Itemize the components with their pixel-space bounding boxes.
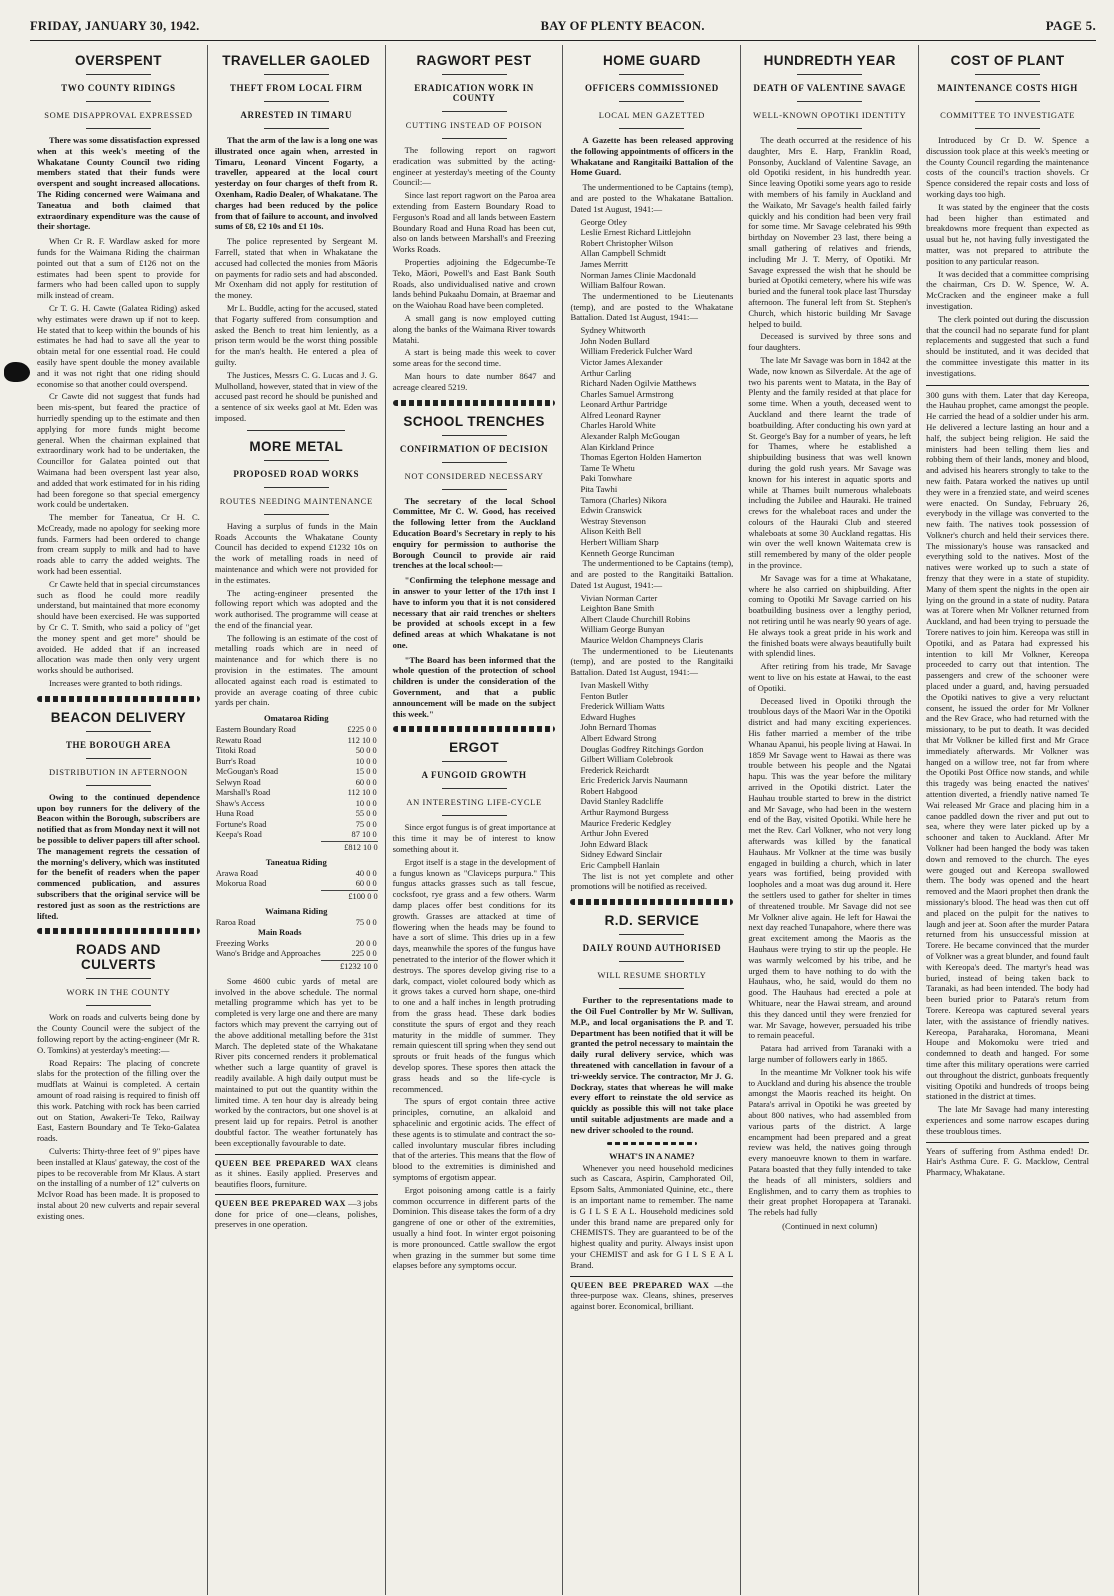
table-row bbox=[215, 949, 378, 960]
subhead: TWO COUNTY RIDINGS bbox=[61, 83, 176, 93]
table-row bbox=[215, 830, 378, 841]
officer-name: Edward Hughes bbox=[580, 711, 636, 722]
officer-name: Herbert William Sharp bbox=[580, 537, 659, 547]
officer-name: Eric Frederick Jarvis Naumann bbox=[580, 775, 688, 786]
paragraph: The late Mr Savage had many interesting experiences and some narrow escapes during these troublous times. bbox=[926, 1104, 1089, 1136]
headline: MORE METAL bbox=[249, 438, 344, 454]
ornamental-rule bbox=[393, 726, 556, 732]
officer-name: Arthur John Evered bbox=[580, 828, 649, 839]
lead-paragraph: Owing to the continued dependence upon boy runners for the delivery of the Beacon within the Borough, subscribers are notified that as from Monday next it will not be possible to deliver papers till after school. The management regrets the cessation of the morning's delivery, which was instituted for the benefit of readers when the paper commenced publication, and assures subscribers that the original service will be restored just as soon as the restrictions are lifted. bbox=[37, 791, 200, 921]
table-row bbox=[215, 869, 378, 880]
officer-name: Edwin Cranswick bbox=[580, 505, 642, 516]
paragraph: When Cr R. F. Wardlaw asked for more funds for the Waimana Riding the chairman pointed out that a sum of £126 not on the estimates had been spent to provide for farmers who had been called upon to supply milk instead of cream. bbox=[37, 236, 200, 301]
headline: HUNDREDTH YEAR bbox=[763, 53, 896, 68]
subhead: DISTRIBUTION IN AFTERNOON bbox=[49, 766, 188, 777]
divider bbox=[975, 128, 1040, 129]
road-cost: 55 0 0 bbox=[355, 809, 377, 819]
officer-name: Thomas Egerton Holden Hamerton bbox=[580, 452, 702, 463]
divider bbox=[264, 101, 329, 102]
subhead: ERADICATION WORK IN COUNTY bbox=[414, 83, 534, 103]
paragraph: Since ergot fungus is of great importance at this time it may be of interest to know something about it. bbox=[392, 822, 556, 855]
road-cost: 20 0 0 bbox=[355, 938, 377, 948]
road-cost: 87 10 0 bbox=[351, 830, 377, 840]
subhead: LOCAL MEN GAZETTED bbox=[598, 110, 706, 120]
paragraph: In the meantime Mr Volkner took his wife to Auckland and during his absence the trouble amongst the Maoris reached its height. On Patara's arrival in Opotiki he was greeted by about 800 natives, who had assembled from various parts of the district. A large encampment had been prepared and a great review was held, the natives going through every manoeuvre known to them in warfare. Patara boasted that they fully intended to take the heads of all ministers, soldiers and Englishmen, and to carry them as trophies to their great prophet Horopapera at Taranaki. The rebels had fully bbox=[748, 1066, 912, 1218]
article-home-guard bbox=[570, 53, 733, 892]
divider bbox=[86, 1005, 151, 1006]
road-name: Eastern Boundary Road bbox=[215, 725, 296, 735]
road-name: McGougan's Road bbox=[215, 767, 279, 777]
paragraph: Patara had arrived from Taranaki with a large number of followers early in 1865. bbox=[748, 1043, 912, 1064]
divider bbox=[442, 788, 507, 789]
paragraph: Mr Savage was for a time at Whakatane, where he also carried on shipbuilding. After coming to Opotiki Mr Savage carried on his boatbuilding business over a lengthy period, not retiring until he was nearly 90 years of age. He always took a great pride in his work and the finished boats were always beautifully built with splendid lines. bbox=[748, 572, 912, 659]
road-cost: 75 0 0 bbox=[355, 819, 377, 829]
officer-name: Charles Harold White bbox=[580, 420, 656, 431]
paragraph: A start is being made this week to cover some areas for the second time. bbox=[392, 347, 556, 369]
lead-paragraph: A Gazette has been released approving the following appointments of officers in the Whakatane and Rangitaiki Battalion of the Home Guard. bbox=[570, 135, 734, 178]
divider bbox=[442, 489, 507, 490]
divider bbox=[926, 385, 1089, 386]
road-name: Wano's Bridge and Approaches bbox=[215, 949, 321, 959]
officer-name: Robert Christopher Wilson bbox=[580, 237, 674, 248]
officer-name: William George Bunyan bbox=[580, 624, 665, 635]
riding-title: Omataroa Riding bbox=[263, 713, 329, 724]
name-list bbox=[570, 680, 733, 871]
paragraph: Increases were granted to both ridings. bbox=[49, 678, 183, 689]
paragraph: The spurs of ergot contain three active principles, cornutine, an alkaloid and sphacelinic and ergotinic acids. The effect of these agents is to stimulate and contract the so-called involuntary muscular fibres including that of the arteries. This means that the flow of blood to the extremities is diminished and symptoms of ergotism appear. bbox=[392, 1096, 556, 1182]
road-name: Selwyn Road bbox=[215, 777, 261, 787]
officer-name: Westray Stevenson bbox=[580, 515, 646, 526]
subhead: WILL RESUME SHORTLY bbox=[597, 970, 707, 981]
officer-name: Maurice Weldon Champneys Claris bbox=[580, 634, 704, 645]
column-4 bbox=[563, 45, 741, 1595]
paragraph: The undermentioned to be Lieutenants (temp), and are posted to the Rangitaiki Battalion. Dated 1st August, 1941:— bbox=[570, 645, 734, 678]
subhead: ROUTES NEEDING MAINTENANCE bbox=[219, 495, 373, 506]
advert-queen-bee-3 bbox=[570, 1276, 733, 1312]
officer-name: Charles Samuel Armstrong bbox=[580, 388, 674, 399]
table-row bbox=[215, 746, 378, 757]
article-ergot bbox=[393, 740, 556, 1271]
divider bbox=[442, 111, 507, 112]
divider bbox=[86, 731, 151, 732]
roads-table-taneatua bbox=[215, 869, 378, 890]
paragraph: Road Repairs: The placing of concrete slabs for the protection of the filling over the mudflats at Wainui is completed. A certain amount of road raising is required to finish off this work. Patching with rock has been carried out on Station, Awakeri-Te Teko, Railway East, Eastern Boundary and Te Teko-Galatea roads. bbox=[37, 1057, 200, 1144]
officer-name: Kenneth George Runciman bbox=[580, 547, 675, 558]
officer-name: Fenton Butler bbox=[580, 690, 628, 701]
officer-name: Frederick William Watts bbox=[580, 701, 665, 712]
divider bbox=[264, 514, 329, 515]
lead-paragraph: Further to the representations made to the Oil Fuel Controller by Mr W. Sullivan, M.P., and local organisations the P. and T. Department has been notified that it will be granted the petrol necessary to maintain the daily rural delivery service, which was threatened with cancellation in favour of a tri-weekly service. The contractor, Mr J. G. Dockray, states that whereas he will make every effort to reinstate the old service as quickly as possible this will not take place until suitable adjustments are made and a new driver schooled to the round. bbox=[570, 995, 734, 1135]
table-row bbox=[215, 918, 378, 929]
ad-text: Years of suffering from Asthma ended! Dr. Hair's Asthma Cure. F. G. Macklow, Central Pharmacy, Whakatane. bbox=[926, 1145, 1089, 1177]
divider bbox=[797, 128, 862, 129]
subhead: A FUNGOID GROWTH bbox=[421, 770, 527, 781]
officer-name: John Bernard Thomas bbox=[580, 722, 657, 733]
ink-blot bbox=[4, 362, 30, 382]
lead-paragraph: That the arm of the law is a long one was illustrated once again when, arrested in Timaru, Leonard Vincent Fogarty, a traveller, appeared at the local court yesterday on four charges of theft from R. Oxenham, Radio Dealer, of Whakatane. The charges had been reduced by the police from that of failure to account, and involved sums of £8, £2 10s and £1 10s. bbox=[214, 135, 378, 232]
headline: SCHOOL TRENCHES bbox=[403, 413, 545, 429]
advert-asthma-cure bbox=[926, 1142, 1089, 1178]
paragraph: The clerk pointed out during the discussion that the council had no separate fund for plant replacements and suggested that such a fund should be instituted, and it was decided that the committee investigate this matter in its investigations. bbox=[926, 313, 1089, 378]
divider bbox=[619, 128, 684, 129]
officer-name: George Otley bbox=[580, 216, 627, 227]
officer-name: William Balfour Rowan. bbox=[580, 280, 666, 291]
officer-name: Albert Claude Churchill Robins bbox=[580, 613, 691, 624]
road-cost: 60 0 0 bbox=[355, 879, 377, 889]
paragraph: The following is an estimate of the cost of metalling roads which are in need of maintenance and for which there is no provision in the estimates. The amount allocated against each road is estimated to provide an average coating of three cubic yards per chain. bbox=[214, 632, 378, 708]
table-row bbox=[215, 799, 378, 810]
paragraph: It was decided that a committee comprising the chairman, Crs D. W. Spence, W. A. McCracken and the engineer make a full investigation. bbox=[926, 268, 1089, 311]
masthead-page: PAGE 5. bbox=[1045, 18, 1096, 33]
subhead: ARRESTED IN TIMARU bbox=[240, 110, 353, 120]
riding-title: Waimana Riding bbox=[265, 905, 328, 916]
paragraph: Some 4600 cubic yards of metal are involved in the above schedule. The normal metalling programme which has yet to be completed is very large one and there are many factors which may prevent the carrying out of the above additional metalling before the 31st March. The depleted state of the Whakatane River pits concerned renders it problematical whether such a large quantity of gravel is readily available. A high daily output must be maintained to put out the quantity within the limited time. A ten hour day is already being worked by the contractors, but one shovel is at present laid up for repairs. Petrol is another doubtful factor. The weather fortunately has been exceptionally favourable to date. bbox=[214, 975, 378, 1148]
road-name: Arawa Road bbox=[215, 868, 258, 878]
road-name: Main Roads bbox=[257, 928, 302, 938]
riding-total: £812 10 0 bbox=[321, 841, 378, 852]
officer-name: Maurice Frederic Kedgley bbox=[580, 817, 672, 828]
officer-name: Alan Kirkland Prince bbox=[580, 441, 654, 452]
officer-name: Sidney Edward Sinclair bbox=[580, 849, 663, 860]
lead-paragraph: There was some dissatisfaction expressed when at this week's meeting of the Whakatane County Council two riding members stated that their funds were overspent and sought increased allocations. The Riding concerned were Waimana and Taneatua and both claimed that extraordinary expenditure was the cause of their shortage. bbox=[37, 135, 200, 232]
column-1 bbox=[30, 45, 208, 1595]
officer-name: Paki Tonwhare bbox=[580, 473, 632, 484]
table-row bbox=[215, 809, 378, 820]
divider bbox=[86, 785, 151, 786]
paragraph: Properties adjoining the Edgecumbe-Te Teko, Māori, Powell's and East Bank South Roads, also undividualised native and crown lands behind Pukaahu Domain, at Braemar and on the Waiohau Road have been completed. bbox=[392, 256, 556, 311]
divider bbox=[86, 128, 151, 129]
ornamental-rule bbox=[37, 928, 200, 934]
ad-text: Whenever you need household medicines such as Cascara, Aspirin, Camphorated Oil, Epsom Salts, Ammoniated Quinine, etc., there is an important name to remember. The name is G I L S E A L. Household medicines sold under this brand name are prepared only for CHEMISTS. They are guaranteed to be of the highest quality and purity. Always insist upon your CHEMIST and ask for G I L S E A L Brand. bbox=[570, 1162, 734, 1270]
officer-name: Albert Edward Strong bbox=[580, 732, 657, 743]
paragraph: Having a surplus of funds in the Main Roads Accounts the Whakatane County Council has decided to expend £1232 10s on the work of metalling roads in need of maintenance and which were not provided for in the estimates. bbox=[214, 520, 378, 585]
table-row bbox=[215, 939, 378, 950]
road-cost: 75 0 0 bbox=[355, 917, 377, 927]
officer-name: Robert Habgood bbox=[580, 785, 638, 796]
paragraph: Work on roads and culverts being done by the County Council were the subject of the following report by the acting-engineer (Mr R. O. Tomkins) at yesterday's meeting:— bbox=[37, 1012, 200, 1055]
paragraph: Culverts: Thirty-three feet of 9" pipes have been installed at Klaus' gateway, the cost of the pipes to be recoverable from Mr Klaus. A start on the installing of a number of 12" culverts on McIvor Road has been made. It is proposed to instal about 20 new culverts and repair several existing ones. bbox=[37, 1145, 200, 1221]
divider bbox=[619, 101, 684, 102]
ornamental-rule bbox=[570, 899, 733, 905]
road-cost: 225 0 0 bbox=[351, 949, 377, 959]
paragraph: Ergot itself is a stage in the development of a fungus known as "Claviceps purpura." This fungus attacks grasses such as tall fescue, cocksfoot, rye grass and a few others. Warm damp places offer best conditions for its growth. Grasses are attacked at time of flowering when the heads may be found to have a sort of slime. This dries up in a few days, meanwhile the spores of the fungus have penetrated to the interior of the flower which it destroys. The spores develop giving rise to a dark, compact, violet coloured body which as it grows takes a curved horn shape, one-third to one and a half inches in length protruding from the grass head. These dark bodies constitute the spurs of ergot and they reach maturity in the middle of summer. They remain quiescent till spring when they send out sprouts or fruit heads of the fungus which develop spores. These spores then attack the grass heads and so the life-cycle is recommenced. bbox=[392, 856, 556, 1094]
divider bbox=[619, 934, 684, 935]
name-list bbox=[570, 325, 733, 558]
officer-name: Alfred Leonard Rayner bbox=[580, 409, 661, 420]
columns bbox=[30, 45, 1096, 1595]
column-2 bbox=[208, 45, 386, 1595]
advert-whats-in-a-name bbox=[570, 1151, 733, 1271]
lead-paragraph: The secretary of the local School Committee, Mr C. W. Good, has received the following letter from the Auckland Education Board's Secretary in reply to his enquiry for permission to authorise the Borough Council to provide air raid trenches at the local school:— bbox=[392, 495, 556, 571]
road-name: Fortune's Road bbox=[215, 819, 267, 829]
advert-queen-bee-1 bbox=[215, 1154, 378, 1190]
officer-name: Allan Campbell Schmidt bbox=[580, 248, 666, 259]
masthead-paper: BAY OF PLENTY BEACON. bbox=[540, 19, 705, 33]
roads-table-waimana bbox=[215, 918, 378, 960]
subhead: THE BOROUGH AREA bbox=[65, 739, 171, 750]
ad-brand: QUEEN BEE PREPARED WAX bbox=[214, 1198, 347, 1209]
ad-title: WHAT'S IN A NAME? bbox=[609, 1150, 695, 1161]
divider bbox=[797, 74, 862, 75]
table-row bbox=[215, 725, 378, 736]
divider bbox=[619, 988, 684, 989]
officer-name: William Frederick Fulcher Ward bbox=[580, 346, 693, 357]
officer-name: Gilbert William Colebrook bbox=[580, 754, 674, 765]
officer-name: Sydney Whitworth bbox=[580, 325, 646, 336]
roads-table-omataroa bbox=[215, 725, 378, 841]
road-cost: £225 0 0 bbox=[347, 725, 377, 735]
paragraph: Cr T. G. H. Cawte (Galatea Riding) asked why estimates were drawn up if not to keep. He stated that to keep within the bounds of his estimates he had had to save all the year to obtain metal for one essential road. He could easily have spent double the money available and it was not right that one riding should economise so that another could overspend. bbox=[37, 302, 200, 389]
divider bbox=[264, 74, 329, 75]
paragraph: Since last report ragwort on the Paroa area extending from Eastern Boundary Road to Ferguson's Road and all lands between Eastern Boundary Road and Huna Road has been cut, also on lands between Marshall's and Freezing Works Roads. bbox=[392, 190, 556, 255]
subhead: COMMITTEE TO INVESTIGATE bbox=[940, 110, 1076, 120]
masthead-date: FRIDAY, JANUARY 30, 1942. bbox=[30, 19, 200, 33]
subhead: MAINTENANCE COSTS HIGH bbox=[937, 83, 1078, 93]
road-cost: 50 0 0 bbox=[355, 746, 377, 756]
table-row bbox=[215, 928, 378, 939]
road-cost: 10 0 0 bbox=[355, 798, 377, 808]
officer-name: Eric Campbell Hanlain bbox=[580, 860, 660, 871]
headline: TRAVELLER GAOLED bbox=[222, 53, 371, 68]
article-school-trenches bbox=[393, 414, 556, 720]
road-name: Marshall's Road bbox=[215, 788, 271, 798]
paragraph: A small gang is now employed cutting along the banks of the Waimana River towards Matahi. bbox=[392, 312, 556, 345]
column-3 bbox=[386, 45, 564, 1595]
road-cost bbox=[345, 928, 378, 939]
table-row bbox=[215, 778, 378, 789]
officer-name: Leslie Ernest Richard Littlejohn bbox=[580, 227, 691, 238]
paragraph: The late Mr Savage was born in 1842 at the Wade, now known as Silverdale. At the age of two his parents went to Matata, in the Bay of Plenty and the family resided at that place for some time. When a youth, deceased went to Auckland and there learnt the trade of boatbuilding. After conducting his own yard at St. George's Bay for a number of years, he left for Thames, where he established a shipbuilding business that was well known during the gold rush years. Mr Savage was known for his interest in aquatic sports and while at Thames built numerous whaleboats including the Jubilee and Hauraki. He trained crews for the whaleboat races and under the colours of the Hauraki Club and steered whaleboats at some 30 Auckland regattas. His win over the well known Waitemata crew is still remembered by many of the older people in the province. bbox=[748, 354, 912, 571]
road-cost: 112 10 0 bbox=[347, 788, 377, 798]
divider bbox=[619, 74, 684, 75]
officer-name: Arthur Carling bbox=[580, 367, 632, 378]
divider bbox=[442, 74, 507, 75]
lead-paragraph: "The Board has been informed that the whole question of the protection of school children is under the consideration of the Government, and that a public announcement will be made on the subject this week." bbox=[392, 654, 556, 719]
subhead: WORK IN THE COUNTY bbox=[66, 987, 171, 998]
divider bbox=[619, 961, 684, 962]
paragraph: Ergot poisoning among cattle is a fairly common occurrence in different parts of the Dominion. This disease takes the form of a dry gangrene of one or other of the extremities, usually a hind foot. In winter ergot poisoning is more pronounced. Cattle swallow the ergot when grazing in the summer but some time elapses before any symptoms occur. bbox=[392, 1184, 556, 1271]
paragraph: Deceased is survived by three sons and four daughters. bbox=[748, 331, 912, 353]
divider bbox=[442, 138, 507, 139]
divider bbox=[442, 761, 507, 762]
subhead: SOME DISAPPROVAL EXPRESSED bbox=[44, 110, 193, 120]
officer-name: Ivan Maskell Withy bbox=[580, 679, 649, 690]
ad-text: cleans as it shines. Easily applied. Preserves and beautifies floors, furniture. bbox=[214, 1157, 378, 1189]
road-name: Rewatu Road bbox=[215, 735, 262, 745]
column-5 bbox=[741, 45, 919, 1595]
column-6 bbox=[919, 45, 1096, 1595]
subhead: PROPOSED ROAD WORKS bbox=[233, 468, 360, 479]
subhead: WELL-KNOWN OPOTIKI IDENTITY bbox=[753, 110, 907, 120]
divider bbox=[247, 430, 345, 431]
headline: COST OF PLANT bbox=[950, 53, 1065, 68]
paragraph: Man hours to date number 8647 and acreage cleared 5219. bbox=[392, 370, 556, 392]
article-hundredth-year-continued bbox=[926, 390, 1089, 1137]
road-name: Huna Road bbox=[215, 809, 254, 819]
paragraph: The undermentioned to be Lieutenants (temp), and are posted to the Whakatane Battalion. Dated 1st August, 1941:— bbox=[570, 290, 734, 323]
divider bbox=[442, 462, 507, 463]
divider bbox=[264, 128, 329, 129]
table-row bbox=[215, 820, 378, 831]
article-rd-service bbox=[570, 913, 733, 1135]
road-name: Mokorua Road bbox=[215, 879, 267, 889]
road-name: Freezing Works bbox=[215, 938, 269, 948]
divider bbox=[264, 460, 329, 461]
article-cost-of-plant bbox=[926, 53, 1089, 379]
paragraph: The Justices, Messrs C. G. Lucas and J. G. Mulholland, however, stated that in view of the accused past record he should be punished and a sentence of six weeks gaol at Mt. Eden was imposed. bbox=[214, 369, 378, 423]
article-traveller-gaoled bbox=[215, 53, 378, 424]
road-name: Shaw's Access bbox=[215, 798, 265, 808]
table-row bbox=[215, 788, 378, 799]
name-list bbox=[570, 217, 733, 291]
divider bbox=[86, 978, 151, 979]
headline: HOME GUARD bbox=[603, 53, 701, 68]
officer-name: Tamora (Charles) Nikora bbox=[580, 494, 667, 505]
ornamental-rule bbox=[607, 1142, 697, 1145]
officer-name: Pita Tawhi bbox=[580, 484, 618, 495]
divider bbox=[86, 74, 151, 75]
ad-brand: QUEEN BEE PREPARED WAX bbox=[214, 1157, 353, 1168]
article-roads-culverts bbox=[37, 942, 200, 1221]
road-name: Titoki Road bbox=[215, 746, 256, 756]
officer-name: Leighton Bane Smith bbox=[580, 603, 655, 614]
officer-name: Richard Naden Ogilvie Matthews bbox=[580, 378, 697, 389]
article-hundredth-year bbox=[748, 53, 911, 1231]
article-ragwort-pest bbox=[393, 53, 556, 393]
paragraph: The acting-engineer presented the following report which was adopted and the work authorised. The programme will cease at the end of the financial year. bbox=[214, 587, 378, 630]
paragraph: The member for Taneatua, Cr H. C. McCready, made no apology for seeking more funds. Farmers had been ordered to change from cream supply to milk and had to have roads able to carry the added weights. The work had been essential. bbox=[37, 512, 200, 577]
officer-name: Victor James Alexander bbox=[580, 356, 663, 367]
paragraph: Cr Cawte held that in special circumstances such as flood he could more readily understand, but maintained that more economy should have been exercised. He was supported by Cr C. T. Smith, who said a policy of "get the money spent and get more" should be avoided. He added that if an increased allocation was made then only very urgent works should be authorised. bbox=[37, 578, 200, 676]
paragraph: Deceased lived in Opotiki through the troublous days of the Maori War in the Opotiki district and had many exciting experiences. His father married a member of the tribe Whanau Apanui, his people living at Hawai. In 1859 Mr Savage went to Hawai as there was trouble between his people and the Ngatai hapu. This was the year before the military arrived in the Opotiki district. Later the Hauhau trouble started to brew in the district and Mr Savage, who had been in the western end of the Bay, visited Opotiki. While here he met the Rev. Carl Volkner, who not very long afterwards was killed by the fanatical Hauhaus. Mr Volkner at the time was busily engaged in building a church, which in later years was fortified, being provided with loopholes and a moat was dug around it. Here the settlers used to gather for shelter in times of threatened trouble. Mr Savage did not see Mr Volkner alive again. He left for Hawai the next day reached Tunapahore, where there was great excitement among the Maoris as the Hauhaus were trying to stir up the people. He was warmly welcomed by his tribe, and he urged them to have nothing to do with the Hauhaus, who, he said, would do them no good. The Hauhaus had erected a pole at Whituare, near the Hawai stream, and around this they danced until they were frenzied for war. Mr Savage, however, persuaded his tribe to remain peaceful. bbox=[748, 695, 912, 1041]
paragraph: The following report on ragwort eradication was submitted by the acting-engineer at yesterday's meeting of the County Council:— bbox=[392, 145, 556, 188]
subhead: THEFT FROM LOCAL FIRM bbox=[229, 83, 363, 93]
subhead: DEATH OF VALENTINE SAVAGE bbox=[753, 83, 907, 93]
officer-name: Douglas Godfrey Ritchings Gordon bbox=[580, 743, 704, 754]
grand-total: £1232 10 0 bbox=[321, 960, 378, 971]
paragraph: The list is not yet complete and other promotions will be notified as received. bbox=[570, 870, 734, 892]
name-list bbox=[570, 593, 733, 646]
advert-queen-bee-2 bbox=[215, 1194, 378, 1230]
paragraph: Cr Cawte did not suggest that funds had been mis-spent, but feared the practice of hurriedly spending up to the estimate and then applying for more funds might become general. When the chairman explained that extraordinary work had to be undertaken, the Councillor for Galatea pointed out that Waimana had been overspent last year also, and added that work estimated for in his riding had been foregone so that special emergency work could be undertaken. bbox=[37, 391, 200, 510]
lead-paragraph: "Confirming the telephone message and in answer to your letter of the 17th inst I have to inform you that it is not considered necessary that air raid trenches or shelters be provided at schools except in a few defined areas at which Whakatane is not one. bbox=[392, 575, 556, 650]
paragraph: The undermentioned to be Captains (temp), and are posted to the Whakatane Battalion. Dated 1st August, 1941:— bbox=[570, 182, 734, 214]
headline: ERGOT bbox=[449, 740, 500, 756]
paragraph: After retiring from his trade, Mr Savage went to live on his estate at Hawai, to the east of Opotiki. bbox=[748, 661, 912, 693]
paragraph: The undermentioned to be Captains (temp), and are posted to the Rangitaiki Battalion. Dated 1st August, 1941:— bbox=[570, 558, 734, 590]
article-beacon-delivery bbox=[37, 710, 200, 922]
paragraph: 300 guns with them. Later that day Kereopa, the Hauhau prophet, came amongst the people. He carried the head of a soldier under his arm. He delivered a lecture lasting an hour and a half, the subject being religion. He said the ministers had been telling them lies and robbing them of their lands, money and blood, and advised his hearers strongly to take to the new faith. Patara worked the natives up until they were in a frenzied state, and weird scenes were enacted. On Sunday, February 26, everybody in the village was converted to the new faith. The natives took possession of Volkner's church and held their services there. The missionary's house was ransacked and everything sold to the natives. Most of the natives were worked up to such a state of frenzy that they were in a state of stupidity. Many of them spent the nights in the open air lying on the ground in a state of nudity. Patara was at Torere when Mr Volkner returned from Auckland, and had been trying to persuade the Torere natives to join him. Kereopa was still in Opotiki, and as Patara had expressed his intention to kill Mr Volkner, Kereopa proceeded to carry out that intention. The passengers and crew of the schooner were placed under a guard, and, having persuaded the Opotiki natives to give a very reluctant consent, he issued the order for Mr Volkner and the Rev Grace, who had returned with the missionary, to be put to death. It was decided that Mr Volkner be killed first and Mr Grace immediately afterwards. Mr Volkner was hanged on a willow tree, not far from where the Opotiki Post Office now stands, and while this tragedy was being enacted the natives' attention diverted, a friendly native named Te Wai released Mr Grace and placing him in a canoe paddled down the river and put out to sea, where they were later picked up by a schooner and taken to Auckland. After Mr Volkner had been hanged the body was taken down and removed to the church. The eyes were gouged out and Kereopa swallowed them. The body was opened and the heart removed and the Maori prophet then drank the missionary's blood. The head was then cut off and placed on the pulpit for the natives to laugh and jeer at. Soon after the murder Patara returned from his unsuccessful mission at Torere. He became convinced that the murder of Volkner was a great blunder, and found fault with Kereopa's deed. The martyr's head was buried, instead of being taken back to Taranaki, as had been intended. The body had been buried prior to Patara's return from Torere. Kereopa was captured several years later, with the assistance of friendly natives. Kereopa, Paraharaka, Horomana, Meani Houpe and Mokomoku were tried and condemned to death and hanged. For some time after this military operations were carried out throughout the district, gunboats frequently visiting Opotiki and hundreds of troops being stationed in the district at times. bbox=[926, 389, 1089, 1102]
ad-brand: QUEEN BEE PREPARED WAX bbox=[570, 1279, 710, 1290]
divider bbox=[975, 74, 1040, 75]
road-cost: 10 0 0 bbox=[355, 756, 377, 766]
headline: RAGWORT PEST bbox=[416, 53, 532, 68]
table-row bbox=[215, 757, 378, 768]
article-overspent bbox=[37, 53, 200, 689]
subhead: CUTTING INSTEAD OF POISON bbox=[405, 120, 543, 130]
officer-name: Arthur Raymond Burgess bbox=[580, 807, 669, 818]
riding-total: £100 0 0 bbox=[321, 890, 378, 901]
headline: BEACON DELIVERY bbox=[50, 709, 187, 725]
article-more-metal bbox=[215, 439, 378, 1149]
headline: OVERSPENT bbox=[74, 53, 162, 68]
divider bbox=[86, 758, 151, 759]
officer-name: Alexander Ralph McGougan bbox=[580, 431, 680, 442]
divider bbox=[264, 487, 329, 488]
officer-name: Alison Keith Bell bbox=[580, 526, 642, 537]
riding-title: Taneatua Riding bbox=[265, 856, 327, 867]
paragraph: Mr L. Buddle, acting for the accused, stated that Fogarty suffered from consumption and asked the Bench to treat him leniently, as a prison term would be the worst thing possible for the man's health. He entered a plea of guilty. bbox=[214, 302, 378, 367]
road-name: Burr's Road bbox=[215, 756, 256, 766]
road-cost: 112 10 0 bbox=[347, 735, 377, 745]
officer-name: John Noden Bullard bbox=[580, 335, 650, 346]
ad-text: —3 jobs done for price of one—cleans, polishes, preserves in one operation. bbox=[214, 1198, 378, 1230]
officer-name: Frederick Reichardt bbox=[580, 764, 649, 775]
road-cost: 60 0 0 bbox=[355, 777, 377, 787]
subhead: DAILY ROUND AUTHORISED bbox=[582, 943, 722, 954]
headline: R.D. SERVICE bbox=[604, 913, 700, 929]
continued-note: (Continued in next column) bbox=[782, 1220, 878, 1231]
table-row bbox=[215, 767, 378, 778]
table-row bbox=[215, 736, 378, 747]
divider bbox=[797, 101, 862, 102]
subhead: NOT CONSIDERED NECESSARY bbox=[404, 470, 544, 481]
divider bbox=[442, 815, 507, 816]
road-name: Raroa Road bbox=[215, 917, 256, 927]
officer-name: Tame Te Whetu bbox=[580, 462, 635, 473]
subhead: AN INTERESTING LIFE-CYCLE bbox=[406, 797, 542, 808]
subhead: CONFIRMATION OF DECISION bbox=[399, 443, 549, 454]
divider bbox=[442, 435, 507, 436]
paragraph: Introduced by Cr D. W. Spence a discussion took place at this week's meeting or the County Council regarding the maintenance costs of the council's traction shovels. Cr Spence considered the repair costs and loss of working days too high. bbox=[926, 135, 1089, 199]
ornamental-rule bbox=[37, 696, 200, 702]
divider bbox=[975, 101, 1040, 102]
road-cost: 40 0 0 bbox=[355, 868, 377, 878]
paragraph: It was stated by the engineer that the costs had been higher than estimated and breakdowns more frequent than expected as usual but he, not having fully investigated the matter, was not prepared to attribute the position to any particular reason. bbox=[926, 201, 1089, 266]
ornamental-rule bbox=[393, 400, 556, 406]
officer-name: Vivian Norman Carter bbox=[580, 592, 658, 603]
headline: ROADS AND CULVERTS bbox=[75, 942, 161, 973]
road-name: Keepa's Road bbox=[215, 830, 262, 840]
table-row bbox=[215, 879, 378, 890]
road-cost: 15 0 0 bbox=[355, 767, 377, 777]
masthead bbox=[30, 18, 1096, 41]
officer-name: John Edward Black bbox=[580, 838, 648, 849]
paragraph: The police represented by Sergeant M. Farrell, stated that when in Whakatane the accused had collected the monies from Māoris on payments for radio sets and had absconded. Mr Oxenham did not apply for restitution of the money. bbox=[214, 236, 378, 301]
officer-name: David Stanley Radcliffe bbox=[580, 796, 664, 807]
paragraph: The death occurred at the residence of his daughter, Mrs E. Harp, Franklin Road, Ponsonby, Auckland of Valentine Savage, an old Opotiki resident, in his hundredth year. Since leaving Opotiki some years ago to reside with members of his family in Auckland and the Waikato, Mr Savage's health failed fairly quickly and his condition had been very frail for some time. Mr Savage celebrated his 99th birthday on November 23 last, there being a small gathering of relatives and friends, including Mr J. T. Merry, of Opotiki. Mr Savage expressed the wish that he should be buried at Opotiki cemetery, where his wife was buried and the funeral took place last Thursday afternoon. The funeral left from St. Stephen's Church, which historic building Mr Savage helped to build. bbox=[748, 135, 912, 329]
officer-name: Norman James Clinie Macdonald bbox=[580, 269, 696, 280]
officer-name: Leonard Arthur Partridge bbox=[580, 399, 668, 410]
divider bbox=[86, 101, 151, 102]
subhead: OFFICERS COMMISSIONED bbox=[584, 83, 719, 93]
officer-name: James Merritt bbox=[580, 258, 628, 269]
ad-text: —the three-purpose wax. Cleans, shines, preserves against borer. Economical, brilliant. bbox=[570, 1279, 734, 1311]
